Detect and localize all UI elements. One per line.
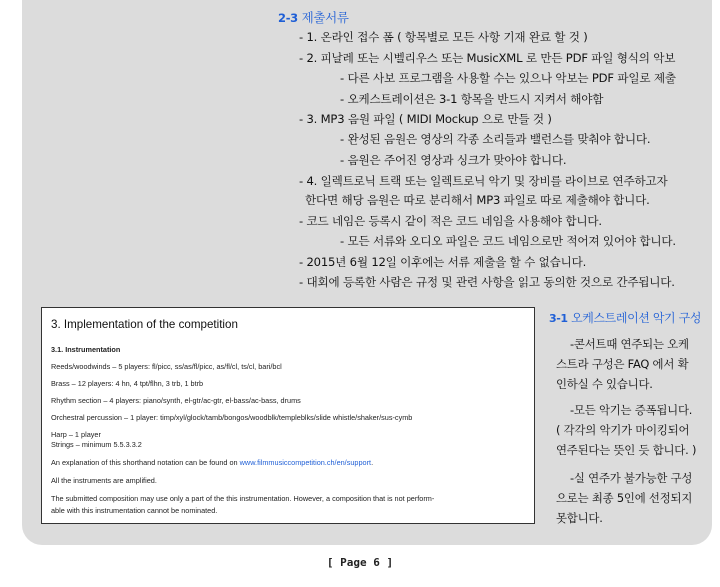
side-number: 3-1 xyxy=(549,312,568,325)
section-number: 2-3 xyxy=(278,11,298,25)
requirement-subitem: - 다른 사보 프로그램을 사용할 수는 있으나 악보는 PDF 파일로 제출 xyxy=(340,71,676,85)
side-line: 연주된다는 뜻인 듯 합니다. ) xyxy=(556,443,697,457)
requirement-continuation: 한다면 해당 음원은 따로 분리해서 MP3 파일로 따로 제출해야 합니다. xyxy=(305,193,650,207)
excerpt-line: All the instruments are amplified. xyxy=(51,476,157,485)
excerpt-line: Harp – 1 player xyxy=(51,430,101,439)
requirement-subitem: - 오케스트레이션은 3-1 항목을 반드시 지켜서 해야함 xyxy=(340,92,604,106)
side-line: 못합니다. xyxy=(556,511,603,525)
side-line: 인하실 수 있습니다. xyxy=(556,377,653,391)
requirement-item: - 코드 네임은 등록시 같이 적은 코드 네임을 사용해야 합니다. xyxy=(299,214,602,228)
notation-end: . xyxy=(371,458,374,467)
excerpt-line: Rhythm section – 4 players: piano/synth, el-gtr/ac-gtr, el-bass/ac-bass, drums xyxy=(51,396,301,405)
excerpt-line: Orchestral percussion – 1 player: timp/xyl/glock/tamb/bongos/woodblk/templeblks/slide whistle/shaker/sus-cymb xyxy=(51,413,413,422)
excerpt-subtitle: 3.1. Instrumentation xyxy=(51,345,121,354)
excerpt-line: able with this instrumentation cannot be nominated. xyxy=(51,506,218,515)
side-line: 으로는 최종 5인에 선정되지 xyxy=(556,491,693,505)
excerpt-title: 3. Implementation of the competition xyxy=(51,318,238,331)
side-line: -모든 악기는 증폭됩니다. xyxy=(570,403,693,417)
requirement-item: - 2015년 6월 12일 이후에는 서류 제출을 할 수 없습니다. xyxy=(299,255,587,269)
side-line: ( 각각의 악기가 마이킹되어 xyxy=(556,423,690,437)
requirement-item: - 대회에 등록한 사람은 규정 및 관련 사항을 읽고 동의한 것으로 간주됩니다. xyxy=(299,275,675,289)
excerpt-line: Reeds/woodwinds – 5 players: fl/picc, ss/as/fl/picc, as/fl/cl, ts/cl, bari/bcl xyxy=(51,362,282,371)
section-heading: 제출서류 xyxy=(301,10,349,25)
requirement-subitem: - 음원은 주어진 영상과 싱크가 맞아야 합니다. xyxy=(340,153,567,167)
side-title xyxy=(549,309,701,326)
excerpt-notation-line xyxy=(51,458,373,467)
requirement-item: - 3. MP3 음원 파일 ( MIDI Mockup 으로 만들 것 ) xyxy=(299,112,552,126)
instrumentation-excerpt xyxy=(41,307,535,524)
excerpt-line: Brass – 12 players: 4 hn, 4 tpt/flhn, 3 trb, 1 btrb xyxy=(51,379,204,388)
excerpt-line: The submitted composition may use only a part of the this instrumentation. However, a composition that is not perform- xyxy=(51,494,435,503)
side-line: -실 연주가 불가능한 구성 xyxy=(570,471,693,485)
side-line: 스트라 구성은 FAQ 에서 확 xyxy=(556,357,689,371)
side-line: -콘서트때 연주되는 오케 xyxy=(570,337,689,351)
notation-text: An explanation of this shorthand notation can be found on xyxy=(51,458,240,467)
requirement-item: - 2. 피날레 또는 시벨리우스 또는 MusicXML 로 만든 PDF 파일 형식의 악보 xyxy=(299,51,676,65)
requirement-subitem: - 모든 서류와 오디오 파일은 코드 네임으로만 적어져 있어야 합니다. xyxy=(340,234,676,248)
requirement-item: - 1. 온라인 접수 폼 ( 항목별로 모든 사항 기재 완료 할 것 ) xyxy=(299,30,588,44)
support-link[interactable]: www.filmmusiccompetition.ch/en/support xyxy=(239,458,372,467)
side-heading: 오케스트레이션 악기 구성 xyxy=(571,311,702,325)
requirement-item: - 4. 일렉트로닉 트랙 또는 일렉트로닉 악기 및 장비를 라이브로 연주하고자 xyxy=(299,174,668,188)
page-number: [ Page 6 ] xyxy=(326,556,394,569)
excerpt-line: Strings – minimum 5.5.3.3.2 xyxy=(51,440,142,449)
requirement-subitem: - 완성된 음원은 영상의 각종 소리들과 밸런스를 맞춰야 합니다. xyxy=(340,132,651,146)
section-title xyxy=(278,8,349,26)
